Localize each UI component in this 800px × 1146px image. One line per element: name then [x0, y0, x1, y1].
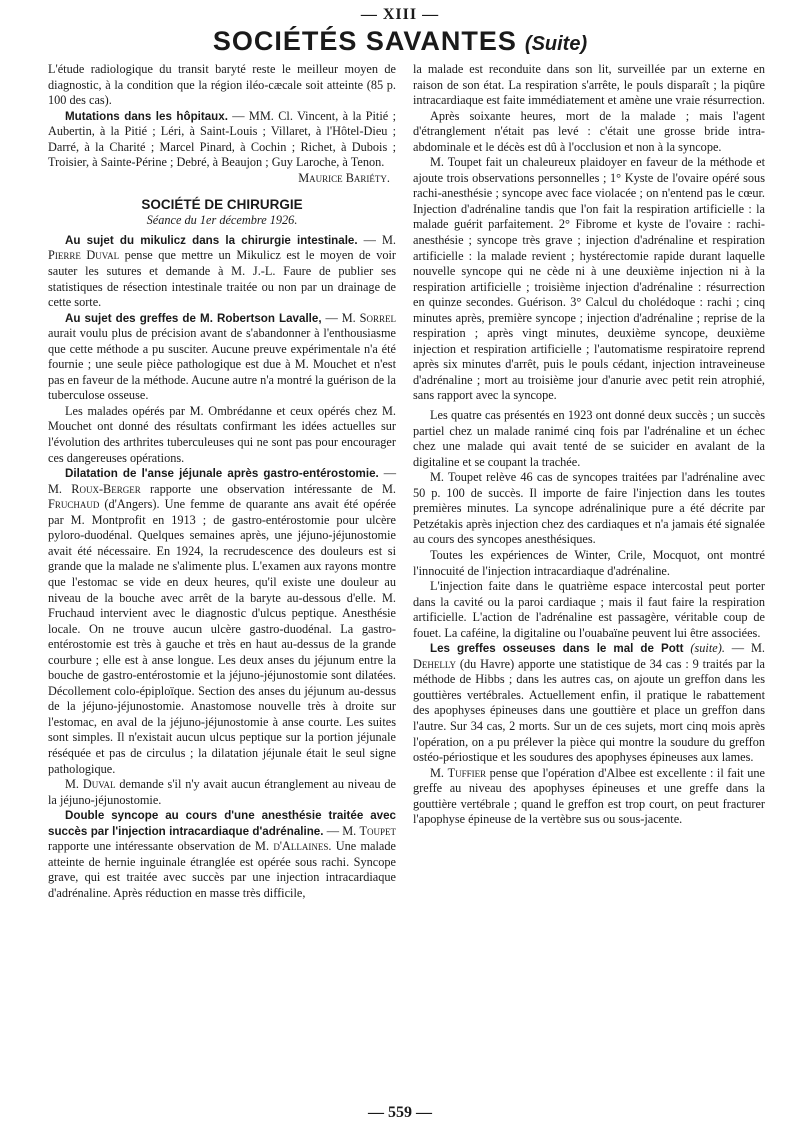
page-title-suite: (Suite): [524, 33, 588, 55]
paragraph-dilatation: [48, 466, 396, 777]
author-name: Toupet: [359, 823, 397, 838]
paragraph-radiologie: L'étude radiologique du transit baryté reste le meilleur moyen de diagnostic, à la condition que la région iléo-cæcale soit atteinte (85 p. 100 des cas).: [48, 62, 396, 108]
pott-text-b: (du Havre) apporte une statistique de 34 cas : 9 traités par la méthode de Hibbs ; dans les autres cas, on ajoute un greffon dans les gouttières vertébrales. Actuellement enfin, il pratique le rabattement des apophyses épineuses dans une gouttière et place un greffon dans l'autre. Sur 34 cas, 2 morts. Sur un de ces sujets, mort cinq mois après l'opération, on a pu prélever la pièce qui montre la soudure du greffon ostéo-périostique et les soudures des apophyses épineuses aux lames.: [413, 656, 765, 765]
dilatation-text-c: (d'Angers). Une femme de quarante ans avait été opérée par M. Montprofit en 1913 ; de gastro-entérostomie pour ulcère pyloro-duodénal. Quelques semaines après, une jéjuno-jéjunostomie avait été nécessaire. En 1924, la recrudescence des douleurs est si grande que la malade ne s'alimente plus. L'examen aux rayons montre que l'estomac se vide en deux heures, qu'il existe une douleur au niveau de la bouche avec arrêt de la baryte au-dessous d'elle. M. Fruchaud intervient avec le diagnostic d'ulcus peptique. Anesthésie locale. On ne trouve aucun ulcère gastro-duodénal. La gastro-entérostomie est très à gauche et très en haut au-dessus de la grande courbure ; elle est à anse longue. Les deux anses du jéjunum entre la bouche de gastro-entérostomie et la jéjuno-jéjunostomie sont dilatées. Décollement colo-épiploïque. Section des anses du jéjunum au-dessus de la jéjuno-jéjunostomie. Anastomose nouvelle très à droite sur l'estomac, en aval de la jéjuno-jéjunostomie à anse courte. Les suites sont simples. Il n'existait aucun ulcus peptique sur la portion jéjunale réséquée et pas de circulus ; la dilatation jéjunale était le seul signe pathologique.: [48, 497, 396, 776]
paragraph-soixante-heures: Après soixante heures, mort de la malade ; mais l'agent d'étranglement n'était pas levé : c'était une grosse bride intra-abdominale et le décès est dû à l'occlusion et non à la syncope.: [413, 108, 765, 154]
rubric-mikulicz: Au sujet du mikulicz dans la chirurgie intestinale.: [65, 233, 358, 247]
paragraph-toupet-plaidoyer: M. Toupet fait un chaleureux plaidoyer en faveur de la méthode et ajoute trois observations personnelles ; 1° Kyste de l'ovaire opéré sous rachi-anesthésie ; syncope avec face violacée ; on n'entend pas le cœur. Injection d'adrénaline tandis que l'on fait la respiration artificielle : la malade guérit parfaitement. 2° Fibrome et kyste de l'ovaire : rachi-anesthésie ; syncope très grave ; injection d'adrénaline et respiration artificielle : la malade revient ; hystérectomie rapide durant laquelle nouvelle syncope qui ne cède ni à une deuxième injection ni à la respiration artificielle ; troisième injection d'adrénaline : résurrection en quinze secondes. Guérison. 3° Calcul du cholédoque : rachi ; cinq minutes après, première syncope ; injection d'adrénaline ; reprise de la respiration ; après vingt minutes, deuxième syncope, deuxième injection et respiration artificielle ; l'automatisme respiratoire reprend après six minutes d'arrêt, puis le pouls cédant, injection intraveineuse d'adrénaline ; mort au troisième jour d'anurie avec petit rein atrophié, sans rapport avec la syncope.: [413, 155, 765, 403]
author-name: d'Allaines: [273, 839, 329, 854]
rubric-dilatation: Dilatation de l'anse jéjunale après gastro-entérostomie.: [65, 467, 379, 481]
greffes-text-b: aurait voulu plus de précision avant de s'abandonner à l'enthousiasme que cette méthode a pu susciter. Aucune preuve expérimentale n'a été fournie ; une seule pièce pathologique est due à M. Mouchet et n'est pas en faveur de la méthode. Aucune autre n'a montré la guérison de la tuberculose osseuse.: [48, 326, 396, 403]
paragraph-pott: [413, 641, 765, 765]
page-roman-numeral: — XIII —: [360, 6, 440, 23]
paragraph-mikulicz: [48, 233, 396, 311]
author-name: Pierre Duval: [48, 248, 120, 263]
left-column: [48, 62, 396, 901]
tuffier-text-a: M.: [430, 765, 448, 780]
paragraph-injection: L'injection faite dans le quatrième espace intercostal peut porter dans la cavité ou la paroi cardiaque ; mais il faut faire la respiration artificielle. L'action de l'adrénaline est passagère, véritable coup de fouet. La caféine, la digitaline ou l'ouabaïne peuvent lui être associées.: [413, 579, 765, 640]
paragraph-experiences: Toutes les expériences de Winter, Crile, Mocquot, ont montré l'innocuité de l'injection intracardiaque d'adrénaline.: [413, 547, 765, 578]
author-name: Roux-Berger: [71, 481, 141, 496]
paragraph-tuffier: [413, 766, 765, 828]
greffes-text-a: — M.: [321, 310, 360, 325]
author-name: Sorrel: [359, 310, 396, 325]
dilatation-text-a: — M.: [48, 466, 396, 496]
paragraph-greffes-2: Les malades opérés par M. Ombrédanne et ceux opérés chez M. Mouchet ont donné des résultats confirmant les idées actuelles sur l'évolution des arthrites tuberculeuses qui ne sont pas pour encourager ces dangereuses opérations.: [48, 403, 396, 465]
tuffier-text-b: pense que l'opération d'Albee est excellente : il fait une greffe au niveau des apophyses épineuses et une greffe dans la gouttière vertébrale ; quand le greffon est trop court, on peut fracturer l'apophyse épineuse de la vertèbre sus ou sous-jacente.: [413, 765, 765, 827]
mikulicz-text-b: pense que mettre un Mikulicz est le moyen de voir sauter les sutures et demande à M. J.-L. Faure de publier ses statistiques de résection intestinale traitée ou non par un drainage de cette sorte.: [48, 248, 396, 310]
right-column: [413, 62, 765, 828]
paragraph-syncope: [48, 808, 396, 901]
author-name: Duval: [82, 777, 116, 792]
page-title: [0, 24, 800, 59]
rubric-mutations: Mutations dans les hôpitaux.: [65, 109, 228, 123]
duval-text-b: demande s'il n'y avait aucun étranglement au niveau de la jéjuno-jéjunostomie.: [48, 777, 396, 807]
author-name: Tuffier: [447, 765, 487, 780]
rubric-pott: Les greffes osseuses dans le mal de Pott: [430, 642, 684, 656]
paragraph-greffes: [48, 311, 396, 404]
section-title-chirurgie: SOCIÉTÉ DE CHIRURGIE: [141, 197, 303, 213]
mikulicz-text-a: — M.: [357, 232, 396, 247]
dilatation-text-b: rapporte une observation intéressante de M.: [140, 481, 396, 496]
author-name: Fruchaud: [48, 497, 100, 512]
pott-text-a: — M.: [724, 641, 765, 656]
paragraph-quatre-cas: Les quatre cas présentés en 1923 ont donné deux succès ; un succès partiel chez un malade ranimé cinq fois par l'adrénaline et un échec chez une malade qui avait tenté de se suicider en avalant de la digitaline et se coupant la trachée.: [413, 408, 765, 469]
paragraph-toupet-releve: M. Toupet relève 46 cas de syncopes traitées par l'adrénaline avec 50 p. 100 de succès. Il importe de faire l'injection dans les toutes premières minutes. La syncope adrénalinique pure a été décrite par Petzétakis après injection chez des cardiaques et n'a jamais été signalée au cours des syncopes anesthésiques.: [413, 470, 765, 547]
syncope-text-a: — M.: [323, 823, 360, 838]
rubric-syncope: Double syncope au cours d'une anesthésie traitée avec succès par l'injection intracardiaque d'adrénaline.: [48, 809, 396, 838]
author-name: Dehelly: [413, 656, 456, 671]
section-date: Séance du 1er décembre 1926.: [146, 213, 298, 228]
syncope-text-c: . Une malade atteinte de hernie inguinale étranglée est opérée sous rachi. Syncope grave, qui est traitée avec succès par une injection intracardiaque d'adrénaline. Après réduction en masse très difficile,: [48, 839, 396, 900]
rubric-greffes: Au sujet des greffes de M. Robertson Lavalle,: [65, 311, 322, 325]
paragraph-mutations: [48, 109, 396, 171]
signature: Maurice Bariéty.: [298, 170, 390, 185]
page-title-main: SOCIÉTÉS SAVANTES: [212, 26, 517, 56]
pott-suite: (suite).: [683, 641, 725, 656]
duval-text-a: M.: [65, 777, 83, 792]
syncope-text-b: rapporte une intéressante observation de M.: [48, 839, 274, 854]
mutations-text: — MM. Cl. Vincent, à la Pitié ; Aubertin, à la Pitié ; Léri, à Saint-Louis ; Villaret, à l'Hôtel-Dieu ; Darré, à la Charité ; Marcel Pinard, à Cochin ; Richet, à Dubois ; Troisier, à Sainte-Périne ; Debré, à Beaujon ; Guy Laroche, à Tenon.: [48, 108, 396, 170]
paragraph-reconduite: la malade est reconduite dans son lit, surveillée par un externe en raison de son état. La respiration s'arrête, le pouls disparaît ; la piqûre intracardiaque est faite immédiatement et amène une vraie résurrection.: [413, 62, 765, 108]
paragraph-duval: [48, 777, 396, 808]
page-number: — 559 —: [368, 1104, 432, 1121]
